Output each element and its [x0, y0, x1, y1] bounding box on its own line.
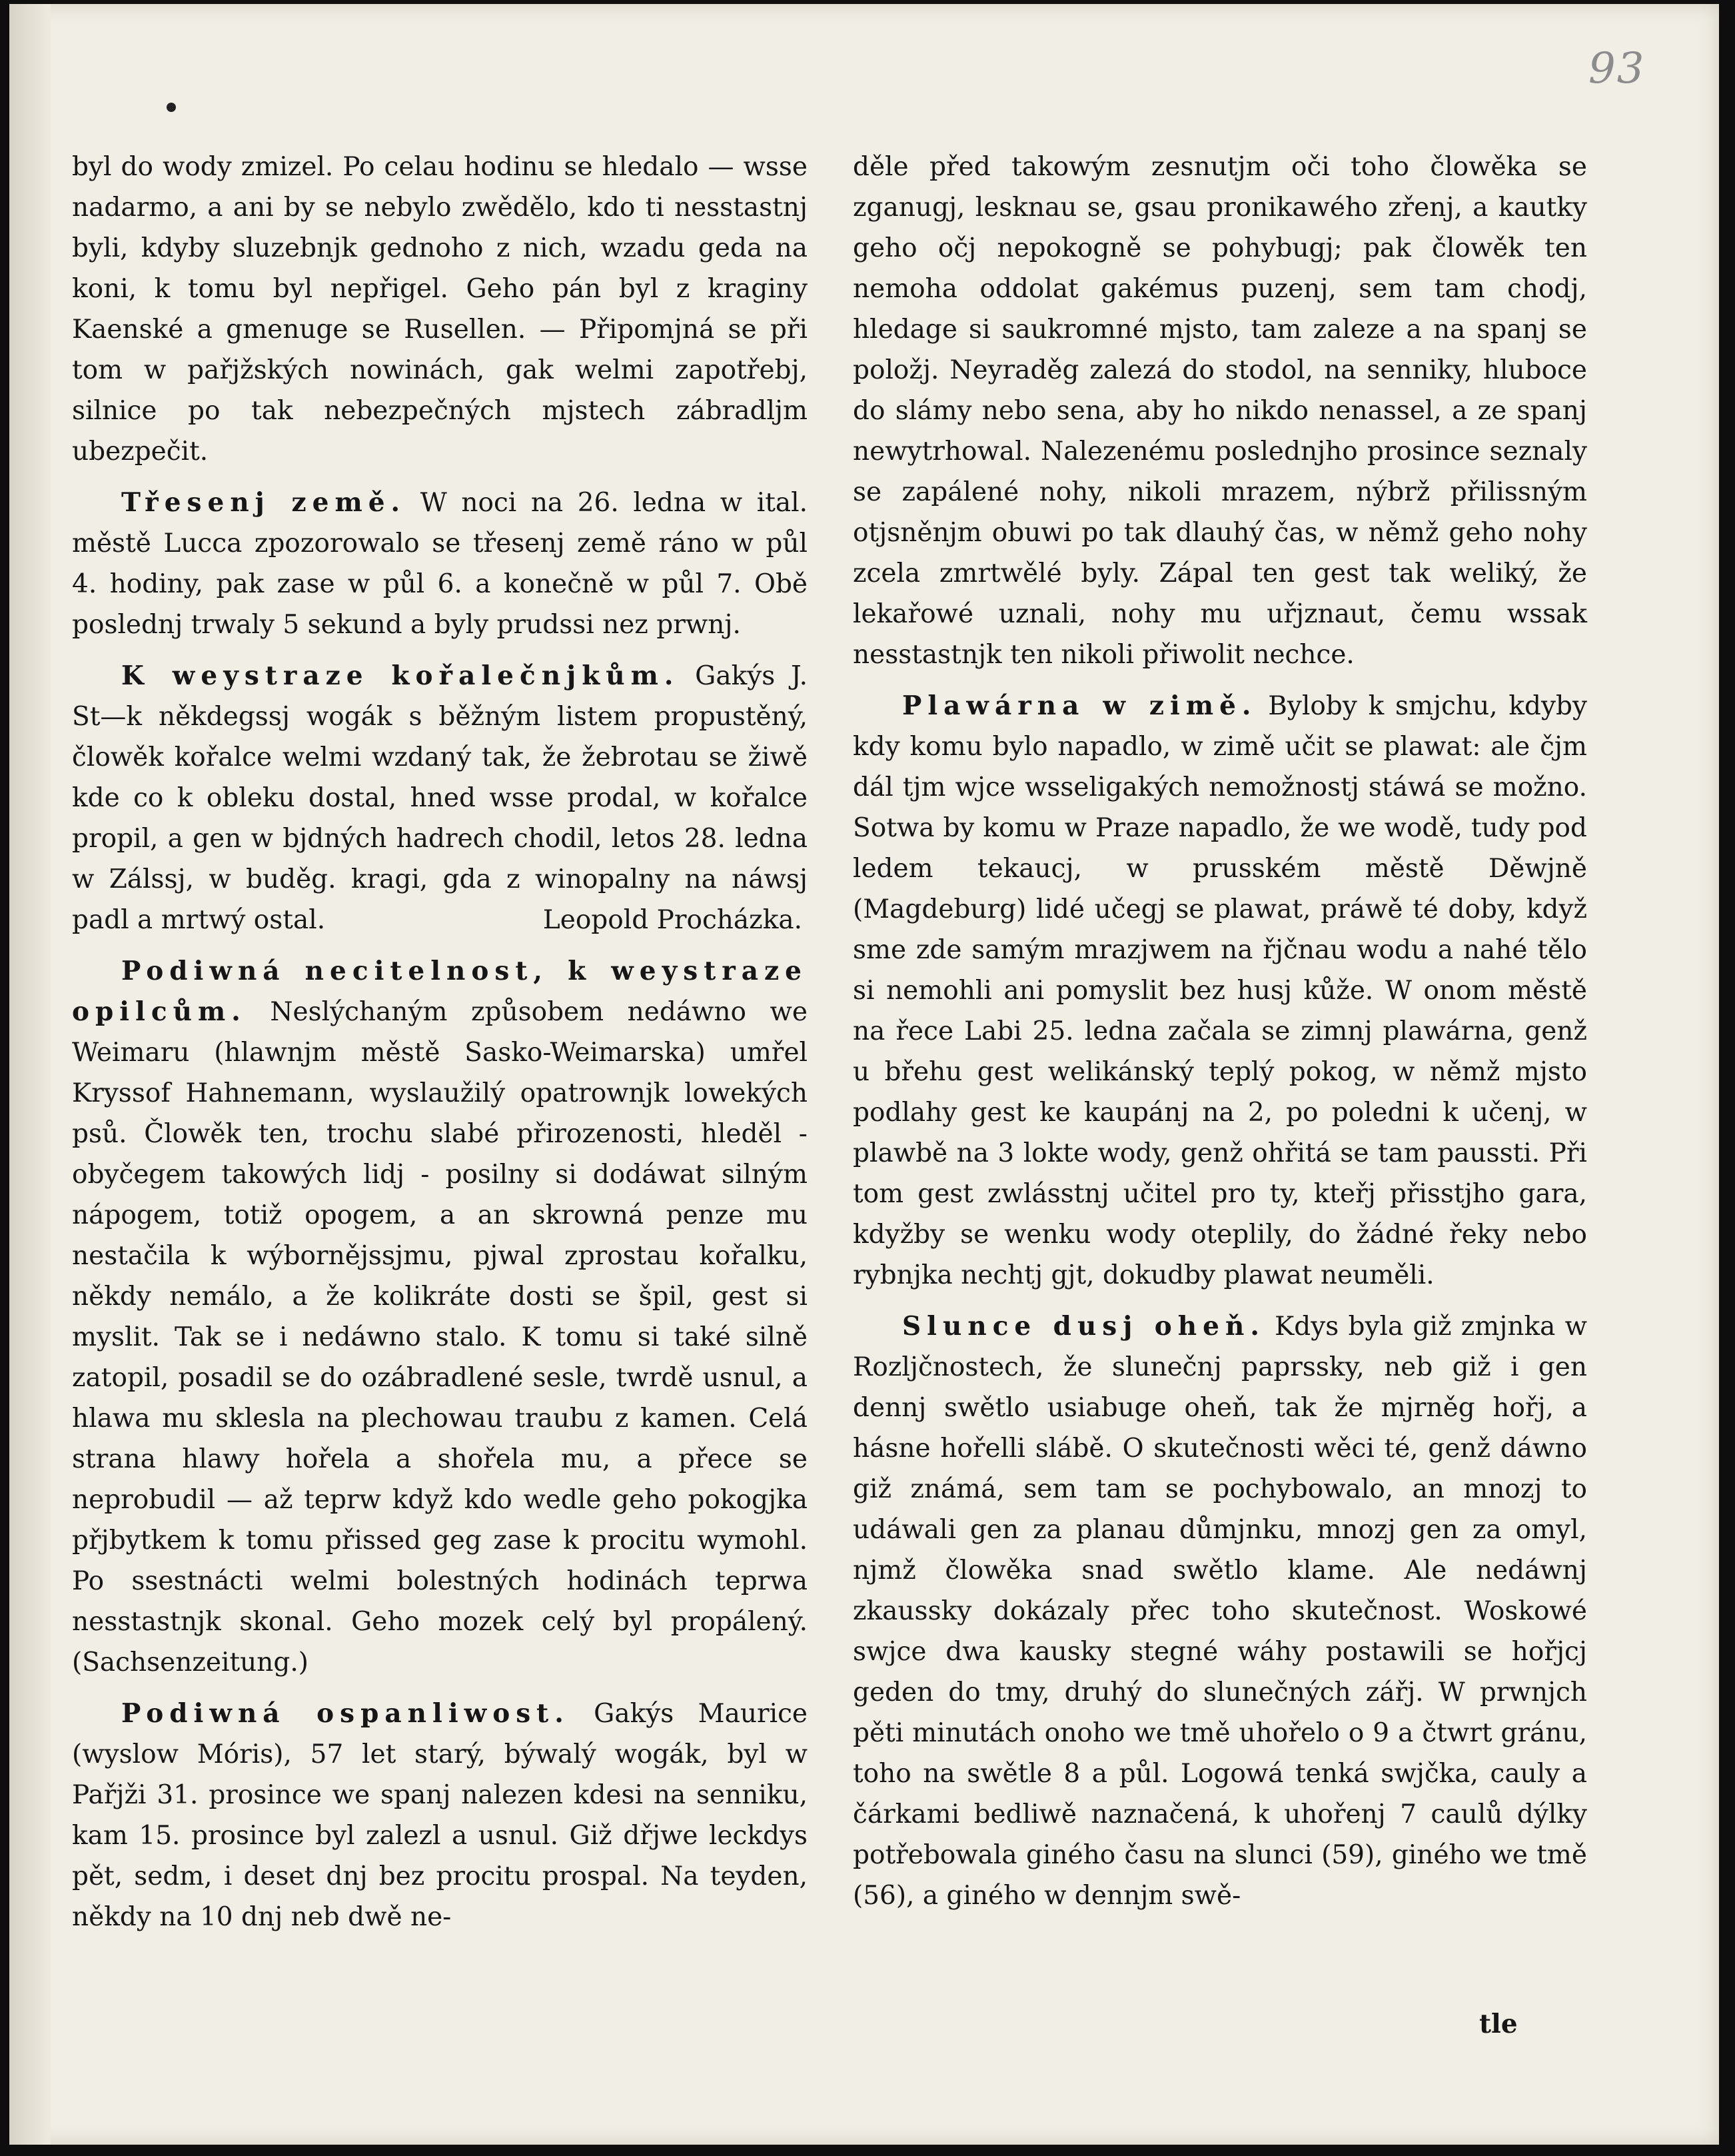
- document-page: [9, 4, 1719, 2145]
- binding-gutter: [9, 4, 51, 2145]
- article-weystraha-koralecnikum: [72, 656, 808, 940]
- article-body: Kdys byla giž zmjnka w Rozljčnostech, že slunečnj paprssky, neb giž i gen dennj swětlo usiabuge oheň, tak že mjrněg hořj, a hásne hořelli slábě. O skutečnosti wěci té, genž dáwno giž známá, sem tam se pochybowalo, an mnozj to udáwali gen za planau důmjnku, mnozj gen za omyl, njmž člowěka snad swětlo klame. Ale nedáwnj zkaussky dokázaly přec toho skutečnost. Woskowé swjce dwa kausky stegné wáhy postawili se hořjcj geden do tmy, druhý do slunečných zářj. W prwnjch pěti minutách onoho we tmě uhořelo o 9 a čtwrt gránu, toho na swětle 8 a půl. Logowá tenká swjčka, cauly a čárkami bedliwě naznačená, k uhořenj 7 caulů dýlky potřebowala giného času na slunci (59), giného we tmě (56), a giného w dennjm swě-: [853, 1312, 1587, 1911]
- article-podiwna-necitelnost: [72, 951, 808, 1683]
- article-heading: Podiwná necitelnost, k weystraze opilcům.: [72, 956, 808, 1027]
- article-body: Byloby k smjchu, kdyby kdy komu bylo napadlo, w zimě učit se plawat: ale čjm dál tjm wjce wsseligakých nemožnostj stáwá se možno. Sotwa by komu w Praze napadlo, že we wodě, tudy pod ledem tekaucj, w prusském městě Děwjně (Magdeburg) lidé učegj se plawat, práwě té doby, když sme zde samým mrazjwem na řjčnau wodu a nahé tělo si nemohli ani pomyslit bez husj kůže. W onom městě na řece Labi 25. ledna začala se zimnj plawárna, genž u břehu gest welikánský teplý pokog, w němž mjsto podlahy gest ke kaupánj na 2, po poledni k učenj, w plawbě na 3 lokte wody, genž ohřitá se tam paussti. Při tom gest zwlásstnj učitel pro ty, kteřj přisstjho gara, kdyžby se wenku wody oteplily, do žádné řeky nebo rybnjka nechtj gjt, dokudby plawat neuměli.: [853, 691, 1587, 1290]
- article-heading: Třesenj země.: [121, 487, 406, 518]
- paragraph-continued: byl do wody zmizel. Po celau hodinu se hledalo — wsse nadarmo, a ani by se nebylo zwědělo, kdo ti nesstastnj byli, kdyby sluzebnjk gednoho z nich, wzadu geda na koni, k tomu byl nepřigel. Geho pán byl z kraginy Kaenské a gmenuge se Rusellen. — Připomjná se při tom w pařjžských nowinách, gak welmi zapotřebj, silnice po tak nebezpečných mjstech zábradljm ubezpečit.: [72, 152, 808, 467]
- article-body: Neslýchaným způsobem nedáwno we Weimaru (hlawnjm městě Sasko-Weimarska) umřel Kryssof Hahnemann, wyslaužilý opatrownjk lowekých psů. Člowěk ten, trochu slabé přirozenosti, hleděl - obyčegem takowých lidj - posilny si dodáwat silným nápogem, totiž opogem, a an skrowná penze mu nestačila k wýbornějssjmu, pjwal zprostau kořalku, někdy nemálo, a že kolikráte dosti se špil, gest si myslit. Tak se i nedáwno stalo. K tomu si také silně zatopil, posadil se do ozábradlené sesle, twrdě usnul, a hlawa mu sklesla na plechowau traubu z kamen. Celá strana hlawy hořela a shořela mu, a přece se neprobudil — až teprw když kdo wedle geho pokogjka přjbytkem k tomu přissed geg zase k procitu wymohl. Po ssestnácti welmi bolestných hodinách teprwa nesstastnjk skonal. Geho mozek celý byl propálený. (Sachsenzeitung.): [72, 997, 808, 1677]
- article-body: W noci na 26. ledna w ital. městě Lucca zpozorowalo se třesenj země ráno w půl 4. hodiny, pak zase w půl 6. a konečně w půl 7. Obě poslednj trwaly 5 sekund a byly prudssi nez prwnj.: [72, 488, 808, 640]
- article-body: Gakýs J. St—k někdegssj wogák s běžným listem propustěný, člowěk kořalce welmi wzdaný tak, že žebrotau se žiwě kde co k obleku dostal, hned wsse prodal, w kořalce propil, a gen w bjdných hadrech chodil, letos 28. ledna w Zálssj, w buděg. kragi, gda z winopalny na náwsj padl a mrtwý ostal.: [72, 661, 808, 935]
- ink-dot: [167, 103, 176, 112]
- catchword: tle: [1479, 2009, 1518, 2039]
- article-heading: Plawárna w zimě.: [902, 690, 1257, 721]
- article-heading: Podiwná ospanliwost.: [121, 1698, 570, 1729]
- article-plawarna-w-zime: [853, 686, 1587, 1296]
- article-podiwna-ospanliwost: [72, 1693, 808, 1937]
- article-slunce-dusi-ohen: [853, 1306, 1587, 1916]
- article-heading: K weystraze kořalečnjkům.: [121, 660, 680, 691]
- article-heading: Slunce dusj oheň.: [902, 1311, 1265, 1342]
- right-column: [853, 147, 1587, 1927]
- left-column: [72, 147, 808, 1948]
- article-body: Gakýs Maurice (wyslow Móris), 57 let starý, býwalý wogák, byl w Pařjži 31. prosince we spanj nalezen kdesi na senniku, kam 15. prosince byl zalezl a usnul. Giž dřjwe leckdys pět, sedm, i deset dnj bez procitu prospal. Na teyden, někdy na 10 dnj neb dwě ne-: [72, 1699, 808, 1932]
- article-trzeseni-zeme: [72, 483, 808, 645]
- page-number: 93: [1588, 44, 1646, 93]
- article-signature: Leopold Procházka.: [542, 905, 802, 935]
- paragraph-continued: děle před takowým zesnutjm oči toho člowěka se zganugj, lesknau se, gsau pronikawého zřenj, a kautky geho očj nepokogně se pohybugj; pak člowěk ten nemoha oddolat gakémus puzenj, sem tam chodj, hledage si saukromné mjsto, tam zaleze a na spanj se položj. Neyraděg zalezá do stodol, na senniky, hluboce do slámy nebo sena, aby ho nikdo nenassel, a ze spanj newytrhowal. Nalezenému poslednjho prosince seznaly se zapálené nohy, nikoli mrazem, nýbrž přilissným otjsněnjm obuwi po tak dlauhý čas, w němž geho nohy zcela zmrtwělé byly. Zápal ten gest tak weliký, že lekařowé uznali, nohy mu uřjznaut, čemu wssak nesstastnjk ten nikoli přiwolit nechce.: [853, 152, 1587, 670]
